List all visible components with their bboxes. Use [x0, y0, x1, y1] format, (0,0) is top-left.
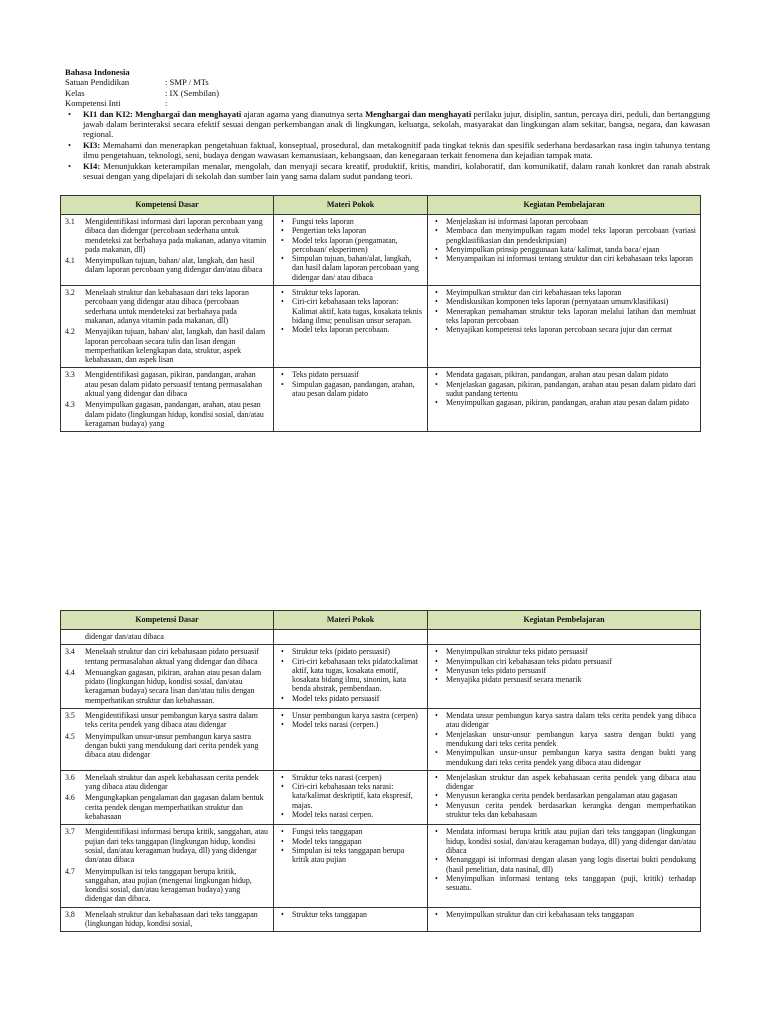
kd-cell [61, 630, 274, 645]
syllabus-header [65, 67, 710, 181]
list-item: • Model teks laporan percobaan. [278, 325, 423, 334]
kd-number: 4.3 [65, 400, 75, 410]
kegiatan-list [432, 217, 696, 263]
list-item: • Fungsi teks tanggapan [278, 827, 423, 836]
field-label: Kelas [65, 87, 85, 98]
materi-list [278, 773, 423, 819]
kd-item [65, 632, 269, 641]
list-item: • Mendata informasi berupa kritik atau pujian dari teks tanggapan (lingkungan hidup, kondisi sosial, dan/atau keragaman budaya, dll) yang didengar dan/atau dibaca [432, 827, 696, 855]
list-item: • Ciri-ciri kebahasaan teks laporan: Kalimat aktif, kata tugas, kosakata teknis bidang ilmu; penulisan unsur serapan. [278, 297, 423, 325]
list-item: • Menyampaikan isi informasi tentang struktur dan ciri kebahasaan teks laporan [432, 254, 696, 263]
table-row [61, 286, 701, 368]
materi-cell [274, 645, 428, 709]
kd-cell [61, 709, 274, 771]
list-item: • Simpulan isi teks tanggapan berupa kritik atau pujian [278, 846, 423, 865]
materi-cell [274, 368, 428, 432]
materi-list [278, 370, 423, 398]
list-item: • Menyimpulkan struktur dan ciri kebahasaan teks tanggapan [432, 910, 696, 919]
kd-text: Mengungkapkan pengalaman dan gagasan dalam bentuk cerita pendek dengan memperhatikan struktur dan kebahasaan [85, 793, 264, 822]
field-value: : [165, 98, 168, 109]
kegiatan-list [432, 773, 696, 819]
kd-text: Mengidentifikasi unsur pembangun karya sastra dalam teks cerita pendek yang dibaca atau didengar [85, 711, 258, 730]
list-item: • Model teks pidato persuasif [278, 694, 423, 703]
kd-number [65, 632, 85, 641]
header-kompetensi-dasar: Kompetensi Dasar [61, 611, 274, 630]
list-item: • Menyusun teks pidato persuasif [432, 666, 696, 675]
kd-cell [61, 286, 274, 368]
list-item: • Menyusun kerangka cerita pendek berdasarkan pengalaman atau gagasan [432, 791, 696, 800]
kd-item [65, 400, 269, 428]
materi-list [278, 711, 423, 730]
list-item: • Menerapkan pemahaman struktur teks laporan melalui latihan dan membuat teks laporan percobaan [432, 307, 696, 326]
materi-list [278, 910, 423, 919]
kd-cell [61, 215, 274, 286]
curriculum-table-1 [60, 195, 701, 432]
kd-item [65, 256, 269, 275]
kd-item [65, 647, 269, 666]
kd-cell [61, 907, 274, 932]
list-item: • Meyimpulkan struktur dan ciri kebahasaan teks laporan [432, 288, 696, 297]
kegiatan-list [432, 711, 696, 767]
kd-item [65, 793, 269, 821]
list-item: • Model teks narasi (cerpen.) [278, 720, 423, 729]
kd-item [65, 288, 269, 325]
list-item: • Struktur teks tanggapan [278, 910, 423, 919]
kegiatan-cell [428, 368, 701, 432]
header-kompetensi-dasar: Kompetensi Dasar [61, 196, 274, 215]
list-item: • Pengertian teks laporan [278, 226, 423, 235]
materi-cell [274, 907, 428, 932]
list-item: • Mendata gagasan, pikiran, pandangan, arahan atau pesan dalam pidato [432, 370, 696, 379]
table-row-continuation [61, 630, 701, 645]
materi-cell [274, 825, 428, 907]
field-satuan [65, 77, 710, 87]
kd-number: 3.1 [65, 217, 75, 226]
list-item: • Struktur teks narasi (cerpen) [278, 773, 423, 782]
list-item: • Menyusun cerita pendek berdasarkan kerangka dengan memperhatikan struktur teks dan kebahasaan [432, 801, 696, 820]
curriculum-table-2 [60, 610, 701, 932]
kegiatan-list [432, 647, 696, 684]
ki-code: KI4: [83, 160, 101, 171]
list-item: • Menyimpulkan prinsip penggunaan kata/ kalimat, tanda baca/ ejaan [432, 245, 696, 254]
header-kegiatan: Kegiatan Pembelajaran [428, 611, 701, 630]
kd-number: 3.4 [65, 647, 75, 657]
kd-item [65, 773, 269, 792]
kd-text: Menyimpulkan gagasan, pandangan, arahan, atau pesan dalam pidato (lingkungan hidup, kondisi sosial, dan/atau keragaman budaya) yang [85, 400, 264, 428]
kd-number: 4.2 [65, 327, 75, 337]
table-header-row [61, 196, 701, 215]
document-page-2 [0, 610, 768, 1024]
kd-cell [61, 770, 274, 824]
kegiatan-cell [428, 709, 701, 771]
table-row [61, 709, 701, 771]
ki-item-1 [65, 109, 710, 140]
ki-text: Memahami dan menerapkan pengetahuan faktual, konseptual, prosedural, dan metakognitif pada tingkat teknis dan spesifik sederhana berdasarkan rasa ingin tahunya tentang ilmu pengetahuan, teknologi, seni, budaya dengan wawasan kemanusiaan, kebangsaan, dan kenegaraan terkait fenomena dan kejadian tampak mata. [83, 139, 710, 161]
subject-title: Bahasa Indonesia [65, 67, 130, 77]
ki-text: Menunjukkan keterampilan menalar, mengolah, dan menyaji secara kreatif, produktif, kritis, mandiri, kolaboratif, dan komunikatif, dalam ranah konkret dan ranah abstrak sesuai dengan yang dipelajari di sekolah dan sumber lain yang sama dalam sudut pandang teori. [83, 160, 710, 182]
field-label: Satuan Pendidikan [65, 77, 130, 88]
materi-list [278, 647, 423, 703]
field-kelas [65, 88, 710, 98]
kd-text: Menuangkan gagasan, pikiran, arahan atau pesan dalam pidato (lingkungan hidup, kondisi sosial, dan/atau keragaman budaya) secara lisan dan/atau tulis dengan memperhatikan struktur dan kebahasaan. [85, 667, 262, 705]
table-row [61, 907, 701, 932]
list-item: • Menjelaskan struktur dan aspek kebahasaan cerita pendek yang dibaca atau didengar [432, 773, 696, 792]
kd-text: Menelaah struktur dan kebahasaan dari teks tanggapan (lingkungan hidup, kondisi sosial, [85, 909, 258, 929]
list-item: • Struktur teks (pidato persuasif) [278, 647, 423, 656]
ki-bold: Menghargai dan menghayati [365, 108, 472, 119]
document-page-1 [0, 0, 768, 500]
kd-text: Menelaah struktur dan aspek kebahasaan cerita pendek yang dibaca atau didengar [85, 772, 259, 792]
kd-number: 4.1 [65, 256, 75, 266]
kd-number: 4.4 [65, 667, 75, 677]
ki-text: ajaran agama yang dianutnya serta [241, 108, 366, 119]
kegiatan-list [432, 370, 696, 407]
ki-item-3 [65, 140, 710, 161]
kegiatan-list [432, 910, 696, 919]
materi-cell [274, 709, 428, 771]
kegiatan-cell [428, 770, 701, 824]
table-row [61, 368, 701, 432]
kd-text: didengar dan/atau dibaca [85, 632, 164, 641]
field-value: : IX (Sembilan) [165, 87, 219, 98]
list-item: • Ciri-ciri kebahasaan teks pidato:kalimat aktif, kata tugas, kosakata emotif, kosakata bidang ilmu, sinonim, kata benda abstrak, pembendaan. [278, 657, 423, 694]
kd-text: Mengidentifikasi informasi dari laporan percobaan yang dibaca dan didengar (percobaan sederhana untuk mendeteksi zat berbahaya pada makanan, adanya vitamin pada makanan, dll) [85, 217, 267, 254]
materi-cell [274, 630, 428, 645]
kegiatan-cell [428, 286, 701, 368]
header-materi-pokok: Materi Pokok [274, 611, 428, 630]
kd-cell [61, 645, 274, 709]
kd-text: Menelaah struktur dan kebahasaan dari teks laporan percobaan yang didengar atau dibaca (percobaan sederhana untuk mendeteksi zat berbahaya pada makanan, adanya vitamin pada makanan, dll) [85, 288, 249, 325]
kd-item [65, 327, 269, 364]
materi-list [278, 827, 423, 864]
kd-number: 4.7 [65, 866, 75, 876]
list-item: • Unsur pembangun karya sastra (cerpen) [278, 711, 423, 720]
kd-item [65, 668, 269, 705]
list-item: • Fungsi teks laporan [278, 217, 423, 226]
ki-bold-lead: Menghargai dan menghayati [135, 108, 242, 119]
materi-cell [274, 215, 428, 286]
kd-item [65, 867, 269, 904]
kd-cell [61, 825, 274, 907]
ki-text: perilaku jujur, disiplin, santun, percaya diri, peduli, dan bertanggung jawab dalam berinteraksi secara efektif sesuai dengan perkembangan anak di lingkungan, keluarga, sekolah, masyarakat dan lingkungan alam sekitar, bangsa, negara, dan kawasan regional. [83, 108, 711, 140]
kd-item [65, 827, 269, 864]
list-item: • Menanggapi isi informasi dengan alasan yang logis disertai bukti pendukung (hasil penelitian, data nasinal, dll) [432, 855, 696, 874]
kegiatan-cell [428, 215, 701, 286]
kd-text: Menelaah struktur dan ciri kebahasaan pidato persuasif tentang permasalahan aktual yang didengar dan dibaca [85, 647, 259, 666]
kd-item [65, 370, 269, 398]
list-item: • Menjelaskan isi informasi laporan percobaan [432, 217, 696, 226]
bullet-icon: • [68, 139, 72, 150]
kd-text: Mengidentifikasi gagasan, pikiran, pandangan, arahan atau pesan dalam pidato persuasif tentang permasalahan aktual yang didengar dan dibaca [85, 370, 263, 399]
table-row [61, 770, 701, 824]
kd-text: Menyimpulkan tujuan, bahan/ alat, langkah, dan hasil dalam laporan percobaan yang didengar dan/atau dibaca [85, 256, 263, 275]
kd-text: Mengidentifikasi informasi berupa kritik, sanggahan, atau pujian dari teks tanggapan (lingkungan hidup, kondisi sosial, dan/atau keragaman budaya, dll) yang didengar dan/atau dibaca [85, 827, 268, 865]
kd-text: Menyimpulkan isi teks tanggapan berupa kritik, sanggahan, atau pujian (mengenai lingkungan hidup, kondisi sosial, dan/atau keragaman budaya) yang didengar dan dibaca. [85, 866, 252, 904]
kd-number: 3.2 [65, 288, 75, 298]
list-item: • Simpulan gagasan, pandangan, arahan, atau pesan dalam pidato [278, 380, 423, 399]
list-item: • Mendata unsur pembangun karya sastra dalam teks cerita pendek yang dibaca atau didengar [432, 711, 696, 730]
field-label: Kompetensi Inti [65, 98, 121, 109]
table-header-row [61, 611, 701, 630]
kegiatan-cell [428, 630, 701, 645]
kd-number: 3.7 [65, 827, 75, 837]
kegiatan-list [432, 827, 696, 892]
ki-list [65, 109, 710, 182]
kd-cell [61, 368, 274, 432]
table-row [61, 215, 701, 286]
bullet-icon: • [68, 160, 72, 171]
kd-number: 3.3 [65, 370, 75, 380]
list-item: • Menyimpulkan gagasan, pikiran, pandangan, arahan atau pesan dalam pidato [432, 398, 696, 407]
list-item: • Menyimpulkan struktur teks pidato persuasif [432, 647, 696, 656]
kd-number: 4.6 [65, 793, 75, 803]
list-item: • Menyajika pidato persuasif secara menarik [432, 675, 696, 684]
kd-item [65, 711, 269, 730]
list-item: • Membaca dan menyimpulkan ragam model teks laporan percobaan (variasi pengklasifikasian dan pendeskripsian) [432, 226, 696, 245]
kegiatan-cell [428, 825, 701, 907]
table-row [61, 645, 701, 709]
kegiatan-cell [428, 645, 701, 709]
list-item: • Ciri-ciri kebahasaan teks narasi: kata/kalimat deskriptif, kata ekspresif, majas. [278, 782, 423, 810]
list-item: • Menjelaskan gagasan, pikiran, pandangan, arahan atau pesan dalam pidato dari sudut pandang tertentu [432, 380, 696, 399]
ki-item-4 [65, 161, 710, 182]
list-item: • Model teks tanggapan [278, 837, 423, 846]
bullet-icon: • [68, 108, 72, 119]
kegiatan-list [432, 288, 696, 334]
list-item: • Model teks narasi cerpen. [278, 810, 423, 819]
kd-number: 3.8 [65, 909, 75, 919]
kd-item [65, 910, 269, 929]
kd-text: Menyimpulkan unsur-unsur pembangun karya sastra dengan bukti yang mendukung dari cerita pendek yang dibaca atau didengar [85, 731, 259, 760]
ki-code: KI1 dan KI2: [83, 108, 133, 119]
kd-number: 3.6 [65, 772, 75, 782]
list-item: • Model teks laporan (pengamatan, percobaan/ eksperimen) [278, 236, 423, 255]
kd-item [65, 732, 269, 760]
kd-number: 3.5 [65, 711, 75, 721]
materi-cell [274, 770, 428, 824]
kd-number: 4.5 [65, 731, 75, 741]
list-item: • Struktur teks laporan. [278, 288, 423, 297]
materi-list [278, 217, 423, 282]
kd-text: Menyajikan tujuan, bahan/ alat, langkah, dan hasil dalam laporan percobaan secara tulis dan lisan dengan memperhatikan kelengkapan data, struktur, aspek kebahasaan, dan aspek lisan [85, 327, 266, 365]
list-item: • Menyimpulkan unsur-unsur pembangun karya sastra dengan bukti yang mendukung dari teks cerita pendek yang dibaca atau didengar [432, 748, 696, 767]
header-kegiatan: Kegiatan Pembelajaran [428, 196, 701, 215]
table-row [61, 825, 701, 907]
field-value: : SMP / MTs [165, 77, 209, 88]
ki-code: KI3: [83, 139, 101, 150]
materi-cell [274, 286, 428, 368]
field-ki [65, 98, 710, 108]
list-item: • Simpulan tujuan, bahan/alat, langkah, dan hasil dalam laporan percobaan yang didengar dan/ atau dibaca [278, 254, 423, 282]
kegiatan-cell [428, 907, 701, 932]
list-item: • Teks pidato persuasif [278, 370, 423, 379]
list-item: • Menjelaskan unsur-unsur pembangun karya sastra dengan bukti yang mendukung dari teks cerita pendek [432, 730, 696, 749]
materi-list [278, 288, 423, 334]
list-item: • Menyimpulkan informasi tentang teks tanggapan (puji, kritik) terhadap sesuatu. [432, 874, 696, 893]
list-item: • Menyajikan kompetensi teks laporan percobaan secara jujur dan cermat [432, 325, 696, 334]
header-materi-pokok: Materi Pokok [274, 196, 428, 215]
list-item: • Menyimpulkan ciri kebahasaan teks pidato persuasif [432, 657, 696, 666]
kd-item [65, 217, 269, 254]
list-item: • Mendiskusikan komponen teks laporan (pernyataan umum/klasifikasi) [432, 297, 696, 306]
